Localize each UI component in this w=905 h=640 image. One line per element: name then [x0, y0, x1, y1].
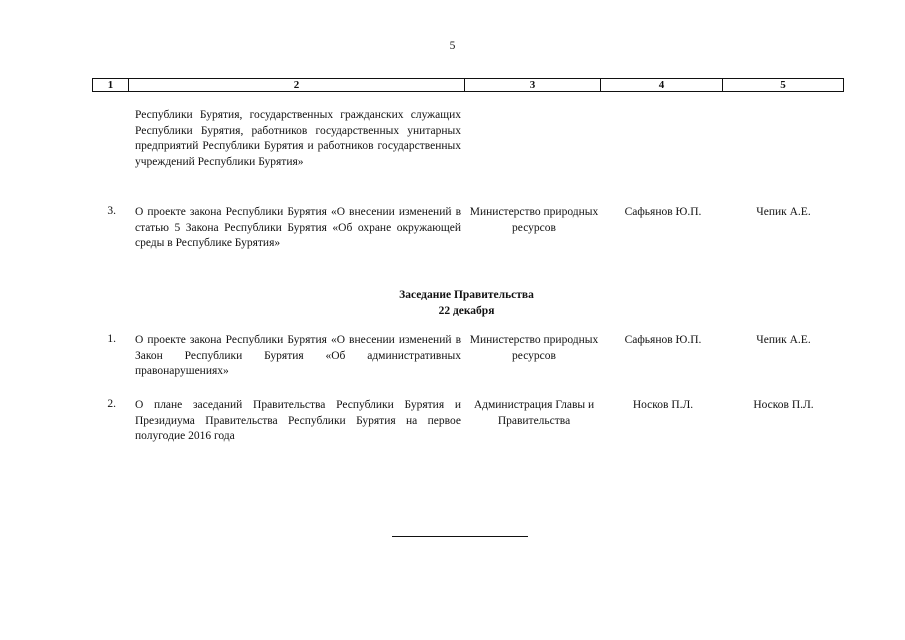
item-title: О проекте закона Республики Бурятия «О внесении изменений в статью 5 Закона Республики Бурятия «Об охране окружающей среды в Республике Бурятия» [135, 206, 461, 249]
column-header-5: 5 [723, 79, 844, 92]
item-curator: Чепик А.Е. [756, 334, 811, 346]
item-responsible: Министерство природных ресурсов [469, 206, 599, 234]
column-header-2: 2 [129, 79, 465, 92]
section-date: 22 декабря [438, 305, 495, 317]
column-header-4: 4 [601, 79, 723, 92]
item-number: 3. [107, 205, 116, 217]
item-speaker: Носков П.Л. [632, 399, 694, 411]
item-curator: Носков П.Л. [753, 399, 814, 411]
item-curator: Чепик А.Е. [756, 206, 811, 218]
item-title: О плане заседаний Правительства Республики Бурятия и Президиума Правительства Республики Бурятия на первое полугодие 2016 года [135, 399, 461, 442]
section-title: Заседание Правительства [399, 289, 534, 301]
section-heading [0, 287, 905, 319]
footer-divider [392, 536, 528, 537]
continuation-text: Республики Бурятия, государственных гражданских служащих Республики Бурятия, работников государственных унитарных предприятий Республики Бурятия и работников государственных учреждений Республики Бурятия» [135, 109, 461, 168]
page-number: 5 [449, 40, 456, 52]
item-responsible: Министерство природных ресурсов [469, 334, 599, 362]
column-header-row [93, 79, 844, 92]
item-number: 2. [107, 398, 116, 410]
column-header-1: 1 [93, 79, 129, 92]
item-speaker: Сафьянов Ю.П. [624, 206, 702, 218]
item-responsible: Администрация Главы и Правительства [473, 399, 595, 427]
item-speaker: Сафьянов Ю.П. [624, 334, 702, 346]
column-header-3: 3 [465, 79, 601, 92]
item-number: 1. [107, 333, 116, 345]
column-header-table [92, 78, 844, 92]
item-title: О проекте закона Республики Бурятия «О внесении изменений в Закон Республики Бурятия «Об административных правонарушениях» [135, 334, 461, 377]
